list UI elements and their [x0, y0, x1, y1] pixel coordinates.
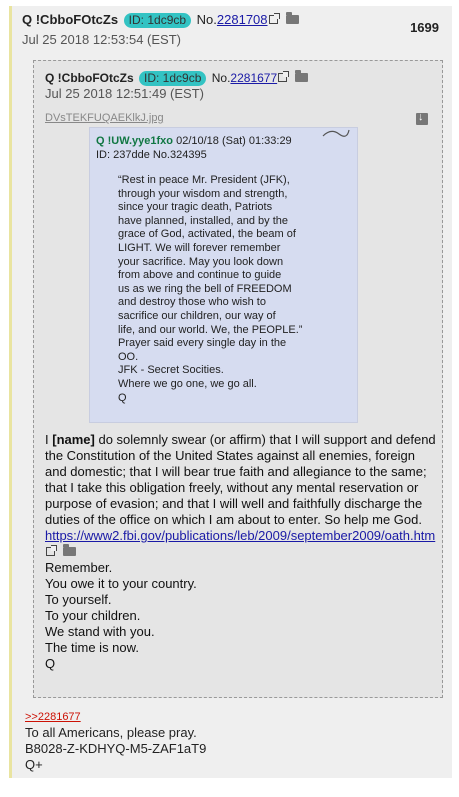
quoted-id-badge[interactable]: ID: 1dc9cb [139, 71, 206, 86]
image-id-line: ID: 237dde No.324395 [96, 149, 207, 161]
post-text: To all Americans, please pray. B8028-Z-KDHYQ-M5-ZAF1aT9 Q+ [25, 725, 207, 772]
folder-icon[interactable] [295, 73, 308, 82]
quoted-post-date: Jul 25 2018 12:51:49 (EST) [45, 86, 204, 101]
image-post-header [96, 134, 292, 162]
quoted-closing-lines: Remember. You owe it to your country. To yourself. To your children. We stand with you. The time is now. Q [45, 560, 197, 671]
quoted-post-header [45, 71, 308, 86]
image-datetime: 02/10/18 (Sat) 01:33:29 [176, 135, 292, 147]
folder-icon[interactable] [286, 15, 299, 24]
post-no-prefix: No. [196, 12, 217, 27]
quoted-post-body [45, 432, 437, 672]
reply-reference-link[interactable]: >>2281677 [25, 711, 81, 723]
oath-name: [name] [52, 432, 95, 447]
image-text-body: “Rest in peace Mr. President (JFK), through your wisdom and strength, since your tragic death, Patriots have planned, installed, and by the grace of God, activated, the beam of LIGHT. We will forever remember your sacrifice. May you look down from above and continue to guide us as we ring the bell of FREEDOM and destroy those who wish to sacrifice our children, our way of life, and our world. We, the PEOPLE.” Prayer said every single day in the OO. JFK - Secret Socities. Where we go one, we go all. Q [118, 174, 303, 404]
post-date: Jul 25 2018 12:53:54 (EST) [22, 32, 181, 47]
quoted-post [33, 60, 443, 698]
quoted-poster-trip: Q !CbboFOtcZs [45, 71, 134, 85]
post-body [25, 708, 206, 773]
image-filename-link[interactable]: DVsTEKFUQAEKlkJ.jpg [45, 112, 164, 124]
download-icon[interactable] [416, 113, 428, 125]
post-header [22, 12, 299, 28]
id-badge[interactable]: ID: 1dc9cb [124, 13, 191, 28]
poster-trip: Q !CbboFOtcZs [22, 12, 119, 27]
attached-image[interactable] [89, 127, 358, 423]
image-trip: Q !UW.yye1fxo [96, 135, 174, 147]
oath-source-link[interactable]: https://www2.fbi.gov/publications/leb/2009/september2009/oath.htm [45, 528, 436, 543]
oath-text: do solemnly swear (or affirm) that I will support and defend the Constitution of the United States against all enemies, foreign and domestic; that I will bear true faith and allegiance to the same; that I take this obligation freely, without any mental reservation or purpose of evasion; and that I will well and faithfully discharge the duties of the office on which I am about to enter. So help me God. [45, 432, 436, 527]
post-container [9, 6, 452, 778]
post-count: 1699 [410, 20, 439, 35]
external-link-icon[interactable] [278, 73, 287, 82]
pencil-icon [321, 127, 351, 143]
post-number-link[interactable]: 2281708 [216, 12, 268, 27]
external-link-icon[interactable] [269, 15, 278, 24]
folder-icon[interactable] [63, 547, 76, 556]
oath-prefix: I [45, 432, 53, 447]
external-link-icon[interactable] [46, 547, 55, 556]
quoted-post-number-link[interactable]: 2281677 [230, 71, 278, 85]
quoted-no-prefix: No. [211, 71, 231, 85]
